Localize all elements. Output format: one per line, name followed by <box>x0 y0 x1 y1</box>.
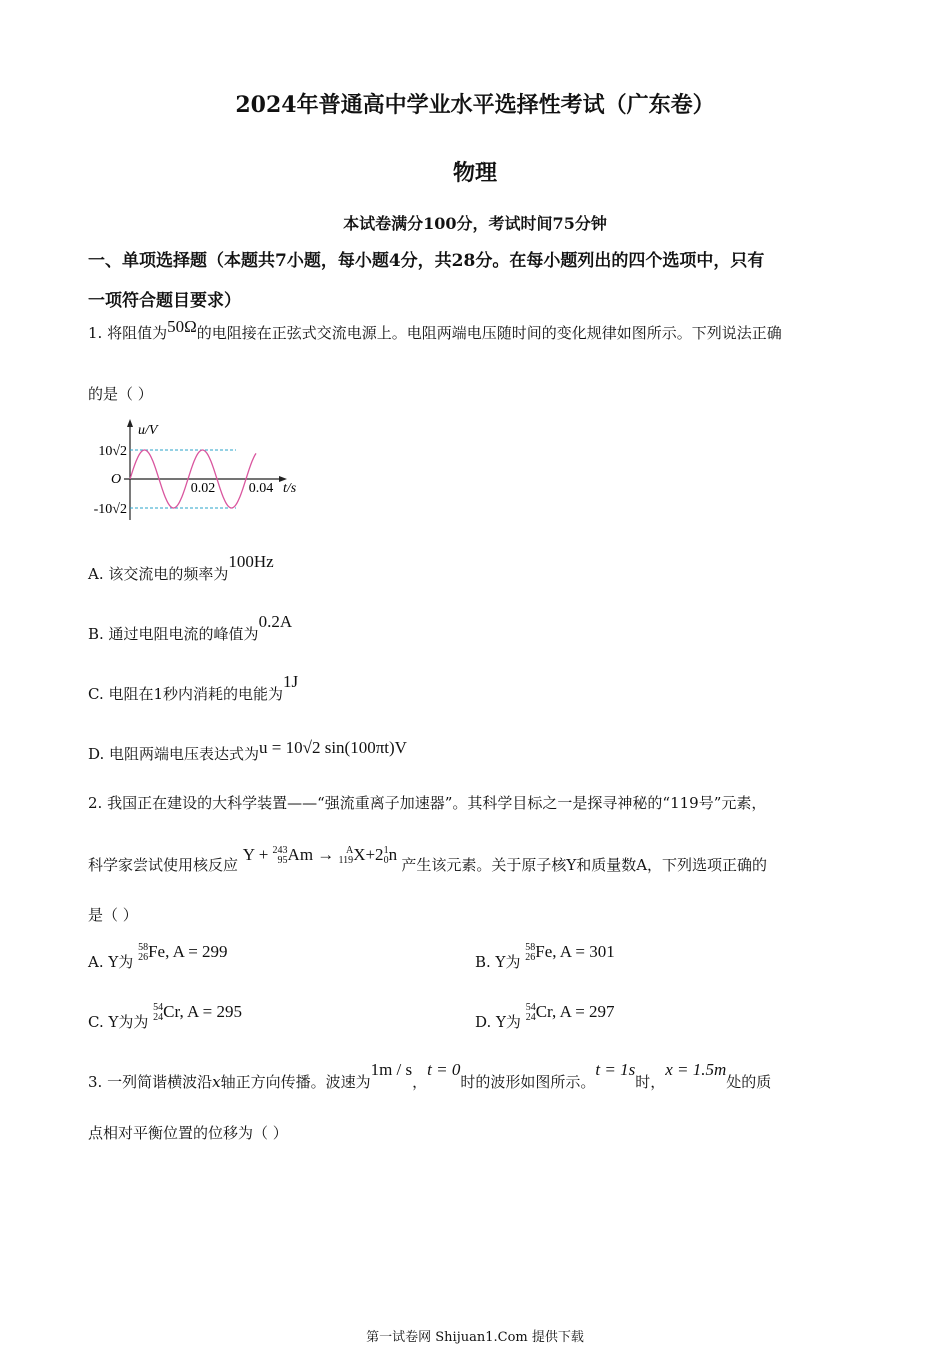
reaction-am: Am <box>287 845 314 864</box>
origin-label: O <box>110 472 122 487</box>
q2-option-b-math <box>525 942 615 964</box>
q2-option-c-label: C. Y为为 <box>88 1013 149 1031</box>
q1-prefix: 1. 将阻值为 <box>88 324 168 342</box>
q3-t1: t = 1s <box>595 1060 636 1079</box>
n-z: 0 <box>383 855 389 867</box>
q2-nuclear-reaction <box>242 845 402 867</box>
q3-stem-line2: 点相对平衡位置的位移为（ ） <box>88 1124 288 1142</box>
q2-stem-line1: 2. 我国正在建设的大科学装置——“强流重离子加速器”。其科学目标之一是探寻神秘的“119号”元素， <box>88 794 767 812</box>
option-d-math: u = 10√2 sin(100πt)V <box>259 738 407 757</box>
q2-c-mass: 54 <box>153 1002 164 1014</box>
q1-suffix: 的电阻接在正弦式交流电源上。电阻两端电压随时间的变化规律如图所示。下列说法正确 <box>196 324 782 342</box>
q2-a-mass: 58 <box>138 942 149 954</box>
q3-mid1: 轴正方向传播。波速为 <box>220 1073 371 1091</box>
footer-watermark: 第一试卷网 Shijuan1.Com 提供下载 <box>366 1330 584 1345</box>
subject-title: 物理 <box>452 160 497 186</box>
q3-suffix: 处的质 <box>726 1073 772 1091</box>
q2-suffix: 产生该元素。关于原子核Y和质量数A，下列选项正确的 <box>401 856 768 874</box>
option-b-text: B. 通过电阻电流的峰值为 <box>88 625 259 643</box>
q2-d-mass: 54 <box>525 1002 536 1014</box>
y-axis-label: u/V <box>138 423 158 438</box>
exam-title: 2024年普通高中学业水平选择性考试（广东卷） <box>235 92 715 118</box>
section-heading-line2: 一项符合题目要求） <box>88 291 241 311</box>
q2-option-a[interactable] <box>88 942 228 973</box>
option-c-text: C. 电阻在1秒内消耗的电能为 <box>88 685 284 703</box>
q2-option-d-label: D. Y为 <box>475 1013 521 1031</box>
q3-comma: ， <box>412 1073 428 1091</box>
exam-note: 本试卷满分100分，考试时间75分钟 <box>343 214 607 233</box>
q2-option-b-label: B. Y为 <box>475 953 521 971</box>
x-tick-004: 0.04 <box>248 481 274 496</box>
q2-option-a-math <box>138 942 228 964</box>
reaction-n: n <box>388 845 398 864</box>
q2-option-d[interactable] <box>475 1002 615 1033</box>
am-z: 95 <box>277 855 288 867</box>
q3-prefix: 3. 一列简谐横波沿 <box>88 1073 213 1091</box>
q1-stem-line2: 的是（ ） <box>88 385 153 403</box>
n-mass: 1 <box>383 845 389 857</box>
q2-b-mass: 58 <box>525 942 536 954</box>
section-heading-line1: 一、单项选择题（本题共7小题，每小题4分，共28分。在每小题列出的四个选项中，只有 <box>88 251 765 271</box>
q2-a-z: 26 <box>138 952 149 964</box>
reaction-y: Y <box>242 845 255 864</box>
reaction-plus-two: +2 <box>365 845 384 864</box>
q3-speed: 1m / s <box>370 1060 413 1079</box>
q1-option-b[interactable] <box>88 612 293 644</box>
q2-option-c[interactable] <box>88 1002 242 1033</box>
y-axis-arrow-icon <box>127 419 133 427</box>
q2-stem-line3: 是（ ） <box>88 906 138 924</box>
q2-c-z: 24 <box>153 1012 164 1024</box>
option-c-math: 1J <box>283 672 299 691</box>
reaction-plus: + <box>258 845 269 864</box>
q2-option-c-math <box>153 1002 242 1024</box>
am-nuclide-numbers <box>273 846 288 866</box>
x-axis-label: t/s <box>283 481 297 496</box>
q2-option-d-math <box>525 1002 615 1024</box>
q3-stem-line1 <box>88 1060 772 1092</box>
q3-t0: t = 0 <box>427 1060 461 1079</box>
reaction-x: X <box>353 845 366 864</box>
q2-stem-line2 <box>88 845 768 876</box>
q2-prefix: 科学家尝试使用核反应 <box>88 856 239 874</box>
q2-a-symbol: Fe, A = 299 <box>148 942 228 961</box>
x-nuclide-numbers <box>339 846 354 866</box>
x-z: 119 <box>338 855 354 867</box>
option-a-text: A. 该交流电的频率为 <box>88 565 229 583</box>
reaction-arrow: → <box>317 845 335 864</box>
q2-d-symbol: Cr, A = 297 <box>535 1002 615 1021</box>
am-mass: 243 <box>272 845 288 857</box>
x-mass: A <box>345 845 354 857</box>
q1-stem-line1 <box>88 317 782 343</box>
q2-d-z: 24 <box>525 1012 536 1024</box>
q3-mid3: 时， <box>635 1073 666 1091</box>
q2-c-symbol: Cr, A = 295 <box>163 1002 242 1021</box>
q1-option-c[interactable] <box>88 672 299 704</box>
x-tick-002: 0.02 <box>190 481 216 496</box>
q1-option-d[interactable] <box>88 738 407 764</box>
q2-option-a-label: A. Y为 <box>88 953 134 971</box>
q1-voltage-graph <box>84 416 314 526</box>
y-tick-negative: -10√2 <box>93 502 127 517</box>
q2-b-z: 26 <box>525 952 536 964</box>
q2-b-symbol: Fe, A = 301 <box>535 942 615 961</box>
q3-position: x = 1.5m <box>665 1060 727 1079</box>
option-d-text: D. 电阻两端电压表达式为 <box>88 745 260 763</box>
option-a-math: 100Hz <box>228 552 274 571</box>
q1-option-a[interactable] <box>88 552 274 584</box>
q3-mid2: 时的波形如图所示。 <box>460 1073 596 1091</box>
q2-option-b[interactable] <box>475 942 615 973</box>
q3-x-variable: x <box>212 1073 221 1091</box>
option-b-math: 0.2A <box>258 612 293 631</box>
y-tick-positive: 10√2 <box>98 444 127 459</box>
q1-resistance: 50Ω <box>167 317 197 336</box>
